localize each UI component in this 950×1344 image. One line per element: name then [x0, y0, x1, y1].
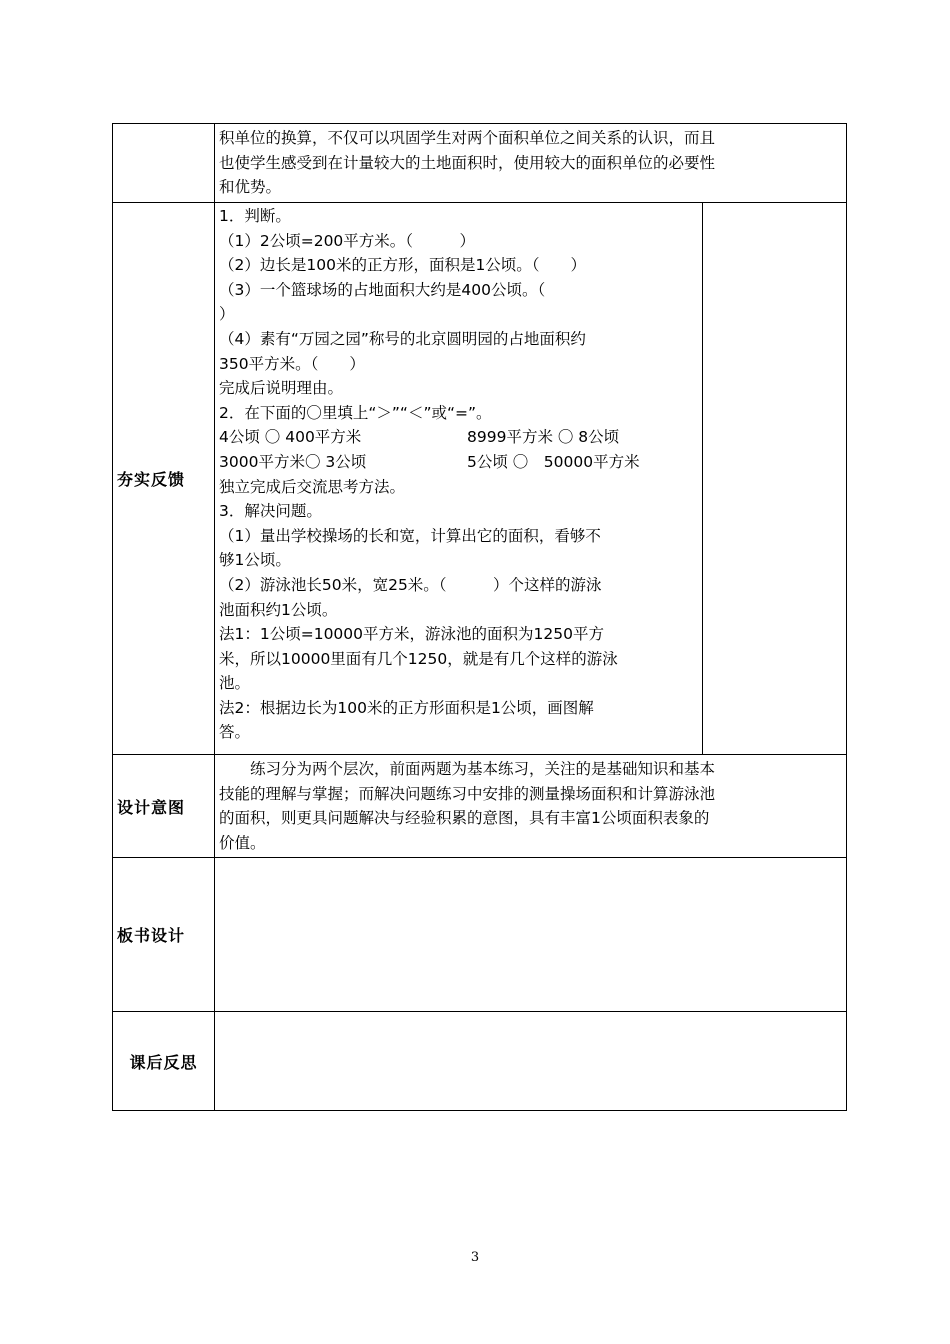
text-line: 技能的理解与掌握；而解决问题练习中安排的测量操场面积和计算游泳池 — [219, 784, 716, 803]
text-line: 积单位的换算，不仅可以巩固学生对两个面积单位之间关系的认识，而且 — [219, 129, 716, 147]
text-line: 答。 — [219, 723, 251, 742]
text-line: 350平方米。（ ） — [219, 354, 365, 373]
feedback-inner-table — [215, 203, 847, 754]
text-line: 3．解决问题。 — [219, 502, 322, 521]
feedback-cell — [215, 203, 847, 755]
continued-content — [215, 124, 847, 203]
text-line: 法2：根据边长为100米的正方形面积是1公顷，画图解 — [219, 698, 594, 717]
empty-label-cell — [113, 124, 215, 203]
inequality-right: 5公顷 〇 50000平方米 — [467, 452, 640, 471]
text-line: 1．判断。 — [219, 207, 291, 225]
row-feedback — [113, 203, 847, 755]
text-line: 米，所以10000里面有几个1250，就是有几个这样的游泳 — [219, 649, 618, 668]
inequality-row — [219, 425, 699, 450]
text-line: （4）素有“万园之园”称号的北京圆明园的占地面积约 — [219, 329, 586, 348]
text-line: ） — [219, 305, 235, 324]
page-number: 3 — [470, 1250, 480, 1265]
row-board — [113, 858, 847, 1012]
board-content — [215, 858, 847, 1012]
text-line: 池。 — [219, 674, 251, 693]
text-line: 价值。 — [219, 833, 266, 852]
row-continued — [113, 124, 847, 203]
text-line: 2．在下面的〇里填上“＞”“＜”或“=”。 — [219, 403, 492, 422]
text-line: 池面积约1公顷。 — [219, 600, 338, 619]
text-line: （1）2公顷=200平方米。（ ） — [219, 231, 476, 250]
empty-notes-cell — [702, 203, 847, 754]
text-line: （2）游泳池长50米，宽25米。（ ）个这样的游泳 — [219, 575, 602, 594]
text-line: 够1公顷。 — [219, 551, 291, 570]
text-line: （2）边长是100米的正方形，面积是1公顷。（ ） — [219, 256, 587, 275]
reflection-content — [215, 1012, 847, 1111]
text-line: 独立完成后交流思考方法。 — [219, 477, 406, 496]
text-line: 练习分为两个层次，前面两题为基本练习，关注的是基础知识和基本 — [250, 760, 716, 778]
text-line: 也使学生感受到在计量较大的土地面积时，使用较大的面积单位的必要性 — [219, 153, 716, 172]
text-line: 完成后说明理由。 — [219, 379, 344, 398]
lesson-plan-table — [112, 123, 847, 1111]
text-line: （3）一个篮球场的占地面积大约是400公顷。（ — [219, 280, 546, 299]
row-intent — [113, 755, 847, 858]
row-reflection — [113, 1012, 847, 1111]
text-line: 和优势。 — [219, 178, 282, 197]
inequality-left: 3000平方米〇 3公顷 — [219, 452, 367, 471]
board-label: 板书设计 — [113, 858, 215, 1012]
feedback-content — [215, 203, 702, 754]
inequality-row — [219, 450, 699, 475]
text-line: 法1：1公顷=10000平方米，游泳池的面积为1250平方 — [219, 625, 604, 644]
text-line: （1）量出学校操场的长和宽，计算出它的面积，看够不 — [219, 526, 601, 545]
intent-content — [215, 755, 847, 858]
feedback-label: 夯实反馈 — [113, 203, 215, 755]
reflection-label: 课后反思 — [113, 1012, 215, 1111]
intent-label: 设计意图 — [113, 755, 215, 858]
text-line: 的面积，则更具问题解决与经验积累的意图，具有丰富1公顷面积表象的 — [219, 809, 710, 828]
inequality-left: 4公顷 〇 400平方米 — [219, 428, 362, 447]
inequality-right: 8999平方米 〇 8公顷 — [467, 428, 620, 447]
